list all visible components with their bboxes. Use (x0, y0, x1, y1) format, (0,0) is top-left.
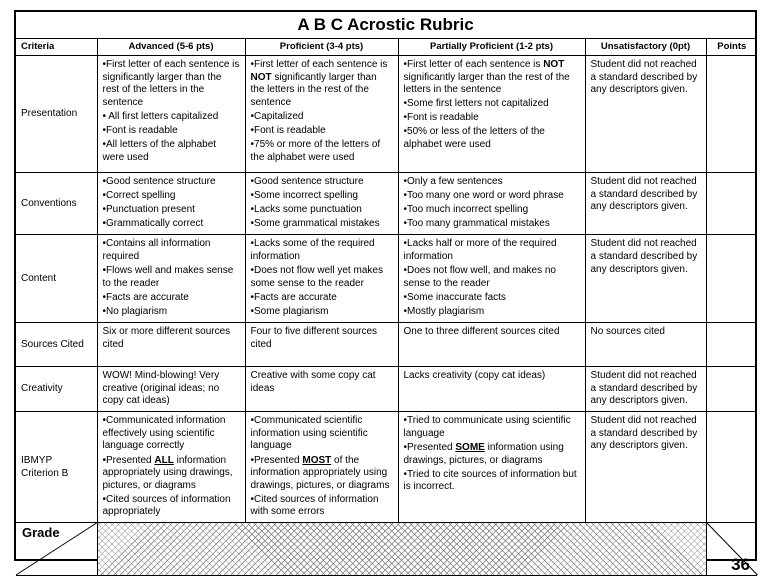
descriptor-text: •Capitalized (250, 110, 304, 122)
descriptor-line: •Punctuation present (102, 204, 195, 216)
descriptor-text: •Does not flow well, and makes no sense to the reader (403, 265, 556, 289)
descriptor-text: •Cited sources of information appropriately (102, 493, 231, 518)
cell-partial (398, 366, 585, 411)
criteria-row (16, 235, 757, 323)
descriptor-line (251, 176, 393, 189)
descriptor-text: One to three different sources cited (403, 325, 560, 337)
cell-unsatisfactory (585, 56, 706, 173)
descriptor-line (404, 292, 580, 305)
descriptor-line (404, 176, 580, 189)
descriptor-text: Lacks creativity (copy cat ideas) (403, 369, 546, 381)
descriptor-line (103, 494, 240, 519)
cell-partial (398, 412, 585, 523)
descriptor-line (404, 204, 580, 217)
header-criteria: Criteria (16, 39, 97, 56)
cell-proficient (245, 412, 398, 523)
descriptor-text: •Presented (102, 454, 155, 466)
grade-total-cell (706, 523, 757, 576)
descriptor-text: •First letter of each sentence is (250, 59, 388, 70)
descriptor-line (251, 59, 393, 109)
descriptor-line: •All letters of the alphabet were used (102, 139, 217, 163)
grade-label: Grade (22, 525, 60, 541)
criteria-label: Creativity (16, 366, 97, 411)
descriptor-text: •Only a few sentences (403, 176, 503, 187)
descriptor-text: Four to five different sources cited (250, 325, 378, 350)
descriptor-line (251, 326, 393, 351)
cell-proficient (245, 322, 398, 366)
criteria-row (16, 366, 757, 411)
header-points: Points (706, 39, 757, 56)
descriptor-line: •Grammatically correct (102, 218, 204, 230)
descriptor-line (251, 204, 393, 217)
descriptor-line (251, 494, 393, 519)
descriptor-text: significantly larger than the rest of the letters in the sentence (403, 71, 570, 96)
criteria-label: Content (16, 235, 97, 323)
descriptor-line: •Good sentence structure (102, 176, 216, 187)
descriptor-line (404, 326, 580, 339)
grade-total: 36 (731, 554, 750, 574)
descriptor-line (404, 59, 580, 97)
descriptor-line (251, 455, 393, 493)
descriptor-line: Student did not reached a standard described by any descriptors given. (590, 415, 698, 452)
descriptor-line (103, 455, 240, 493)
grade-cell (16, 523, 97, 576)
grade-hatched-area (97, 523, 706, 576)
descriptor-line (404, 126, 580, 151)
descriptor-line: Student did not reached a standard described by any descriptors given. (590, 238, 698, 275)
descriptor-text: •Too many grammatical mistakes (403, 218, 550, 230)
descriptor-text: •First letter of each sentence is (403, 59, 544, 70)
descriptor-text: •Font is readable (250, 124, 326, 136)
cell-partial (398, 322, 585, 366)
descriptor-text: •Some inaccurate facts (403, 291, 506, 303)
rubric-table (16, 39, 757, 576)
points-cell[interactable] (706, 173, 757, 235)
cell-unsatisfactory (585, 366, 706, 411)
descriptor-text: of the information appropriately using drawings, pictures, or diagrams (250, 454, 390, 491)
descriptor-text: •75% or more of the letters of the alphabet were used (250, 139, 381, 163)
descriptor-text: •Lacks some of the required information (250, 238, 375, 262)
header-advanced: Advanced (5-6 pts) (97, 39, 245, 56)
descriptor-emphasis: MOST (302, 454, 332, 466)
points-cell[interactable] (706, 412, 757, 523)
rubric-sheet (14, 10, 757, 574)
rubric-title: A B C Acrostic Rubric (16, 12, 755, 39)
descriptor-emphasis: ALL (154, 454, 174, 466)
descriptor-text: •Communicated information effectively using scientific language correctly (102, 415, 226, 452)
descriptor-text: significantly larger than the letters in the rest of the sentence (250, 71, 377, 108)
descriptor-line: •Contains all information required (102, 238, 211, 262)
descriptor-line (404, 265, 580, 290)
cell-unsatisfactory (585, 173, 706, 235)
descriptor-line (404, 469, 580, 494)
descriptor-line (404, 238, 580, 263)
descriptor-line (251, 415, 393, 453)
descriptor-line: Student did not reached a standard described by any descriptors given. (590, 176, 698, 213)
descriptor-line (251, 370, 393, 395)
cell-advanced (97, 173, 245, 235)
descriptor-text: •Presented (403, 441, 456, 453)
cell-proficient (245, 366, 398, 411)
cell-advanced (97, 366, 245, 411)
cell-partial (398, 235, 585, 323)
cell-partial (398, 56, 585, 173)
descriptor-line (251, 238, 393, 263)
descriptor-text: •Mostly plagiarism (403, 305, 485, 317)
descriptor-line (404, 112, 580, 125)
descriptor-text: •Some incorrect spelling (250, 190, 358, 202)
descriptor-line: •Font is readable (102, 124, 178, 136)
descriptor-text: •Some plagiarism (250, 305, 329, 317)
descriptor-line (251, 218, 393, 231)
descriptor-text: •Tried to cite sources of information but is incorrect. (403, 468, 577, 493)
grade-row (16, 523, 757, 576)
cell-advanced (97, 412, 245, 523)
cell-advanced (97, 322, 245, 366)
descriptor-emphasis: NOT (250, 71, 272, 83)
cell-proficient (245, 56, 398, 173)
descriptor-line (404, 218, 580, 231)
descriptor-text: Creative with some copy cat ideas (250, 369, 376, 394)
criteria-row (16, 322, 757, 366)
header-proficient: Proficient (3-4 pts) (245, 39, 398, 56)
criteria-label: Conventions (16, 173, 97, 235)
descriptor-emphasis: SOME (455, 441, 485, 453)
descriptor-text: •Communicated scientific information using scientific language (250, 415, 368, 452)
header-row (16, 39, 757, 56)
cell-partial (398, 173, 585, 235)
descriptor-emphasis: NOT (543, 59, 565, 70)
points-cell[interactable] (706, 235, 757, 323)
criteria-row (16, 173, 757, 235)
descriptor-text: information appropriately using drawings, pictures, or diagrams (102, 454, 233, 491)
cell-unsatisfactory (585, 412, 706, 523)
descriptor-line (251, 292, 393, 305)
descriptor-line: Student did not reached a standard described by any descriptors given. (590, 59, 698, 96)
descriptor-line: WOW! Mind-blowing! Very creative (original ideas; no copy cat ideas) (102, 369, 220, 407)
cell-unsatisfactory (585, 322, 706, 366)
points-cell[interactable] (706, 366, 757, 411)
descriptor-line (404, 415, 580, 440)
points-cell[interactable] (706, 322, 757, 366)
descriptor-line: •No plagiarism (102, 305, 168, 317)
descriptor-line (251, 306, 393, 319)
descriptor-line: No sources cited (590, 325, 665, 337)
descriptor-line: • All first letters capitalized (102, 110, 219, 122)
cell-advanced (97, 235, 245, 323)
descriptor-line (404, 190, 580, 203)
descriptor-line (103, 415, 240, 453)
criteria-label: Sources Cited (16, 322, 97, 366)
descriptor-text: •Too much incorrect spelling (403, 204, 529, 216)
descriptor-line (404, 98, 580, 111)
criteria-label: Presentation (16, 56, 97, 173)
header-unsatisfactory: Unsatisfactory (0pt) (585, 39, 706, 56)
descriptor-text: •Lacks half or more of the required information (403, 238, 557, 262)
descriptor-text: •Tried to communicate using scientific language (403, 415, 571, 439)
criteria-label: IBMYP Criterion B (16, 412, 97, 523)
descriptor-text: •Lacks some punctuation (250, 204, 362, 216)
descriptor-text: •Does not flow well yet makes some sense to the reader (250, 265, 383, 289)
cell-proficient (245, 235, 398, 323)
cell-advanced (97, 56, 245, 173)
criteria-row (16, 56, 757, 173)
descriptor-text: •Facts are accurate (250, 291, 337, 303)
criteria-row (16, 412, 757, 523)
descriptor-line: •Facts are accurate (102, 291, 189, 303)
descriptor-text: information using drawings, pictures, or diagrams (403, 441, 564, 466)
descriptor-text: •50% or less of the letters of the alphabet were used (403, 126, 545, 151)
descriptor-text: •Good sentence structure (250, 176, 364, 187)
descriptor-line (404, 306, 580, 319)
descriptor-line: Six or more different sources cited (102, 325, 231, 350)
descriptor-line (251, 139, 393, 164)
cell-proficient (245, 173, 398, 235)
descriptor-text: •Cited sources of information with some errors (250, 493, 379, 518)
header-partially-proficient: Partially Proficient (1-2 pts) (398, 39, 585, 56)
descriptor-line: •First letter of each sentence is significantly larger than the rest of the letters in the sentence (102, 59, 240, 108)
descriptor-text: •Some grammatical mistakes (250, 218, 380, 230)
points-cell[interactable] (706, 56, 757, 173)
descriptor-line: •Flows well and makes sense to the reader (102, 265, 234, 289)
descriptor-text: •Some first letters not capitalized (403, 98, 549, 110)
descriptor-line: Student did not reached a standard described by any descriptors given. (590, 369, 698, 407)
descriptor-text: •Too many one word or word phrase (403, 190, 564, 202)
descriptor-line (251, 190, 393, 203)
cell-unsatisfactory (585, 235, 706, 323)
descriptor-line (251, 125, 393, 138)
descriptor-line (251, 111, 393, 124)
descriptor-line (404, 442, 580, 467)
descriptor-text: •Presented (250, 454, 303, 466)
descriptor-line (404, 370, 580, 383)
descriptor-line (251, 265, 393, 290)
descriptor-text: •Font is readable (403, 112, 479, 124)
descriptor-line: •Correct spelling (102, 190, 176, 202)
